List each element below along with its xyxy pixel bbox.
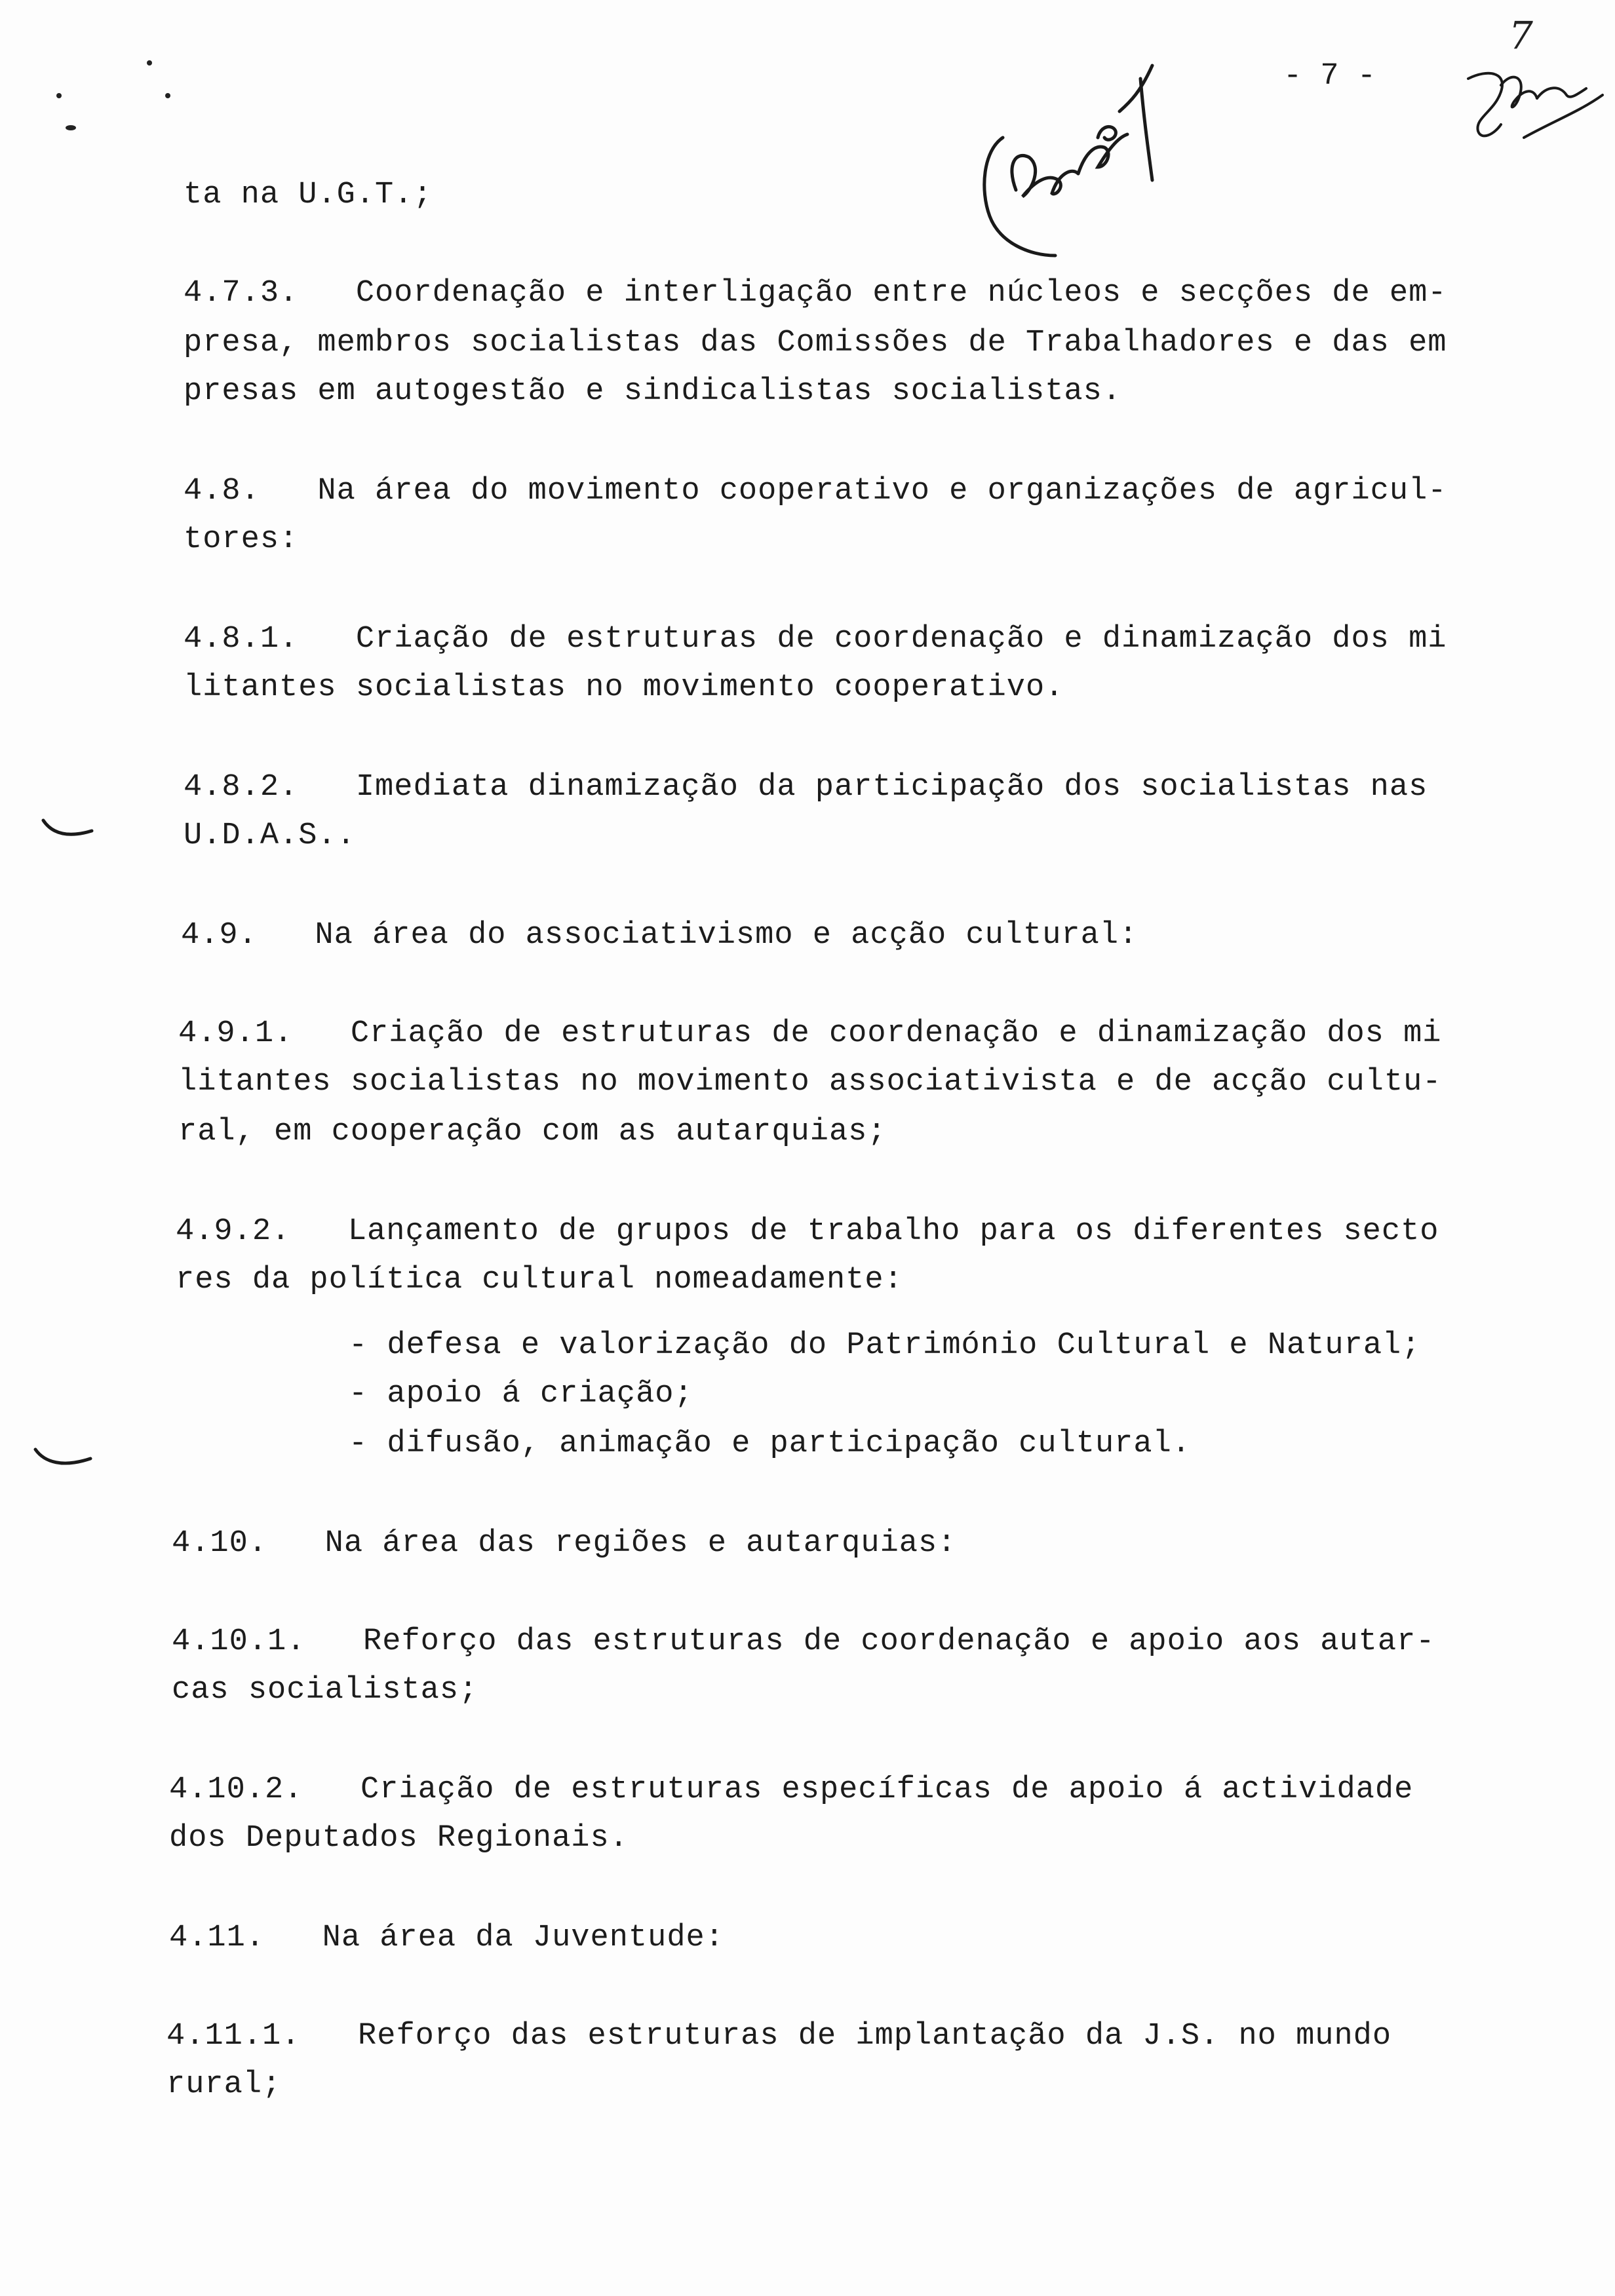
text-line: U.D.A.S.. — [184, 818, 356, 853]
corner-page-mark: 7 — [1509, 13, 1533, 58]
section-4-8-2: 4.8.2. Imediata dinamização da participação dos socialistas nas — [184, 770, 1428, 805]
section-4-11-1: 4.11.1. Reforço das estruturas de implantação da J.S. no mundo — [166, 2019, 1392, 2054]
section-4-8: 4.8. Na área do movimento cooperativo e organizações de agricul- — [184, 474, 1447, 508]
section-4-9: 4.9. Na área do associativismo e acção cultural: — [181, 918, 1138, 953]
section-4-9-2: 4.9.2. Lançamento de grupos de trabalho para os diferentes secto — [176, 1214, 1439, 1249]
text-line: presa, membros socialistas das Comissões de Trabalhadores e das em — [184, 326, 1447, 360]
text-line: rural; — [166, 2067, 282, 2102]
section-4-11: 4.11. Na área da Juventude: — [169, 1921, 724, 1955]
handwritten-initials-signature — [944, 39, 1167, 275]
section-4-10: 4.10. Na área das regiões e autarquias: — [172, 1526, 957, 1561]
section-4-10-1: 4.10.1. Reforço das estruturas de coordenação e apoio aos autar- — [172, 1624, 1435, 1659]
text-line: res da política cultural nomeadamente: — [176, 1263, 903, 1297]
list-item: - difusão, animação e participação cultural. — [349, 1426, 1192, 1461]
margin-check-mark — [39, 813, 98, 852]
text-line: litantes socialistas no movimento associativista e de acção cultu- — [178, 1065, 1442, 1100]
list-item: - defesa e valorização do Património Cultural e Natural; — [349, 1328, 1421, 1363]
section-4-10-2: 4.10.2. Criação de estruturas específicas de apoio á actividade — [169, 1772, 1414, 1807]
text-line: cas socialistas; — [172, 1673, 478, 1708]
text-line: litantes socialistas no movimento cooperativo. — [184, 670, 1064, 705]
text-line: dos Deputados Regionais. — [169, 1821, 629, 1856]
margin-check-mark — [31, 1442, 97, 1481]
section-4-7-3: 4.7.3. Coordenação e interligação entre núcleos e secções de em- — [184, 276, 1447, 311]
text-line: tores: — [184, 522, 299, 557]
page-number: - 7 - — [1283, 59, 1376, 94]
section-4-8-1: 4.8.1. Criação de estruturas de coordenação e dinamização dos mi — [184, 622, 1447, 657]
list-item: - apoio á criação; — [349, 1377, 693, 1411]
text-line: presas em autogestão e sindicalistas socialistas. — [184, 374, 1122, 409]
corner-initials-mark — [1462, 59, 1606, 144]
text-line: ta na U.G.T.; — [184, 178, 433, 212]
section-4-9-1: 4.9.1. Criação de estruturas de coordenação e dinamização dos mi — [178, 1016, 1442, 1051]
margin-specks — [39, 52, 197, 144]
text-line: ral, em cooperação com as autarquias; — [178, 1115, 887, 1149]
